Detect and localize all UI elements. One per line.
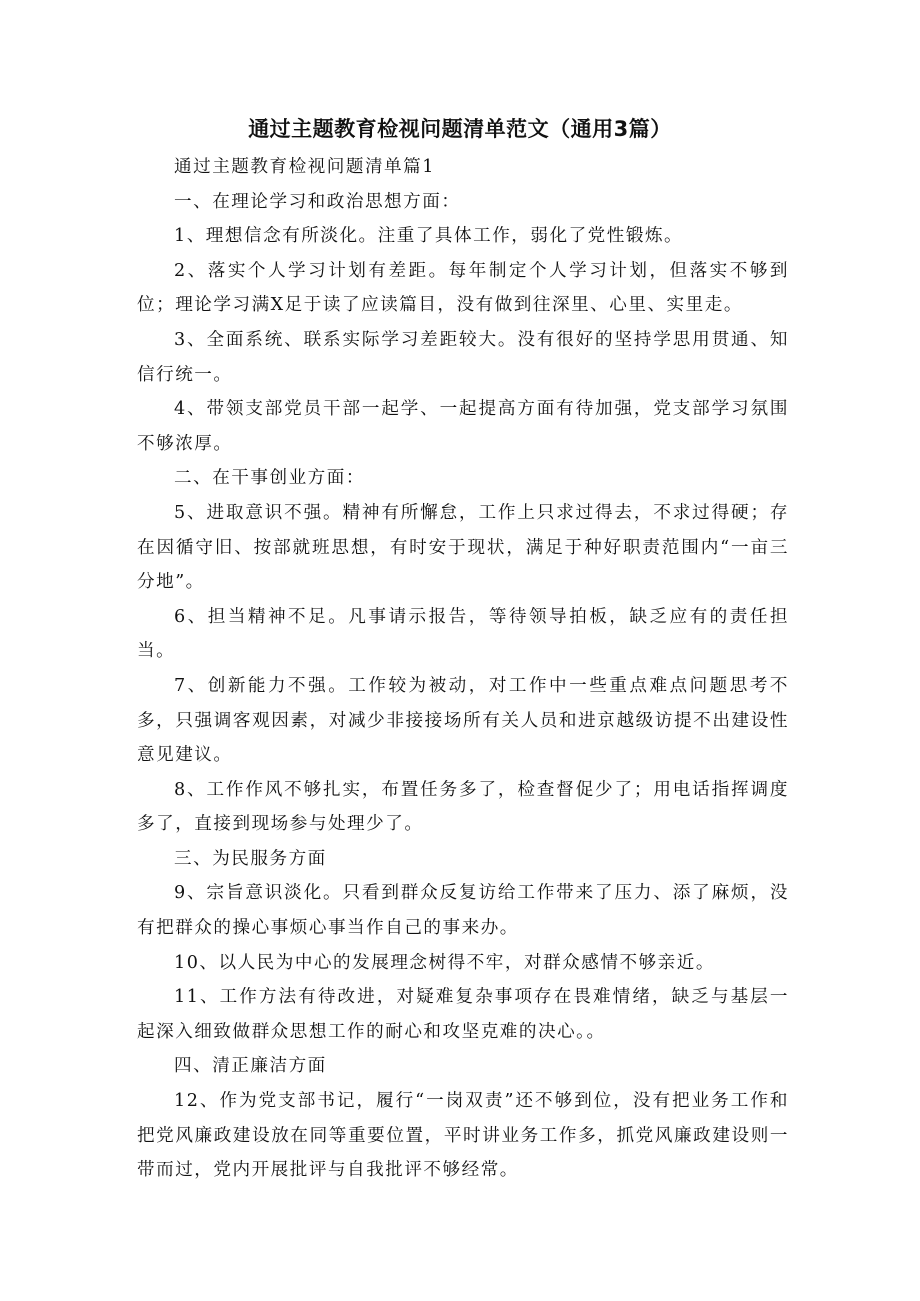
document-title: 通过主题教育检视问题清单范文（通用3篇）	[248, 117, 672, 141]
paragraph: 11、工作方法有待改进，对疑难复杂事项存在畏难情绪，缺乏与基层一起深入细致做群众思想工作的耐心和攻坚克难的决心。。	[137, 987, 789, 1042]
paragraph: 4、带领支部党员干部一起学、一起提高方面有待加强，党支部学习氛围不够浓厚。	[137, 399, 789, 454]
section-subtitle: 通过主题教育检视问题清单篇1	[174, 157, 435, 177]
section-heading: 三、为民服务方面	[174, 848, 327, 869]
section-heading: 四、清正廉洁方面	[174, 1056, 327, 1077]
paragraph: 7、创新能力不强。工作较为被动，对工作中一些重点难点问题思考不多，只强调客观因素，对减少非接接场所有关人员和进京越级访提不出建设性意见建议。	[137, 675, 789, 766]
section-heading: 二、在干事创业方面：	[174, 468, 365, 489]
paragraph: 8、工作作风不够扎实，布置任务多了，检查督促少了；用电话指挥调度多了，直接到现场参与处理少了。	[137, 779, 789, 835]
paragraph: 6、担当精神不足。凡事请示报告，等待领导拍板，缺乏应有的责任担当。	[137, 606, 789, 662]
paragraph: 9、宗旨意识淡化。只看到群众反复访给工作带来了压力、添了麻烦，没有把群众的操心事烦心事当作自己的事来办。	[137, 883, 789, 939]
paragraph: 3、全面系统、联系实际学习差距较大。没有很好的坚持学思用贯通、知信行统一。	[137, 329, 789, 385]
paragraph: 12、作为党支部书记，履行“一岗双责”还不够到位，没有把业务工作和把党风廉政建设放在同等重要位置，平时讲业务工作多，抓党风廉政建设则一带而过，党内开展批评与自我批评不够经常。	[137, 1091, 789, 1181]
paragraph: 5、进取意识不强。精神有所懈怠，工作上只求过得去，不求过得硬；存在因循守旧、按部就班思想，有时安于现状，满足于种好职责范围内“一亩三分地”。	[137, 502, 789, 593]
document-body	[137, 150, 789, 1188]
paragraph: 10、以人民为中心的发展理念树得不牢，对群众感情不够亲近。	[174, 952, 715, 973]
paragraph: 1、理想信念有所淡化。注重了具体工作，弱化了党性锻炼。	[174, 226, 684, 247]
section-heading: 一、在理论学习和政治思想方面：	[174, 191, 461, 212]
paragraph: 2、落实个人学习计划有差距。每年制定个人学习计划，但落实不够到位；理论学习满X足于读了应读篇目，没有做到往深里、心里、实里走。	[137, 260, 789, 316]
